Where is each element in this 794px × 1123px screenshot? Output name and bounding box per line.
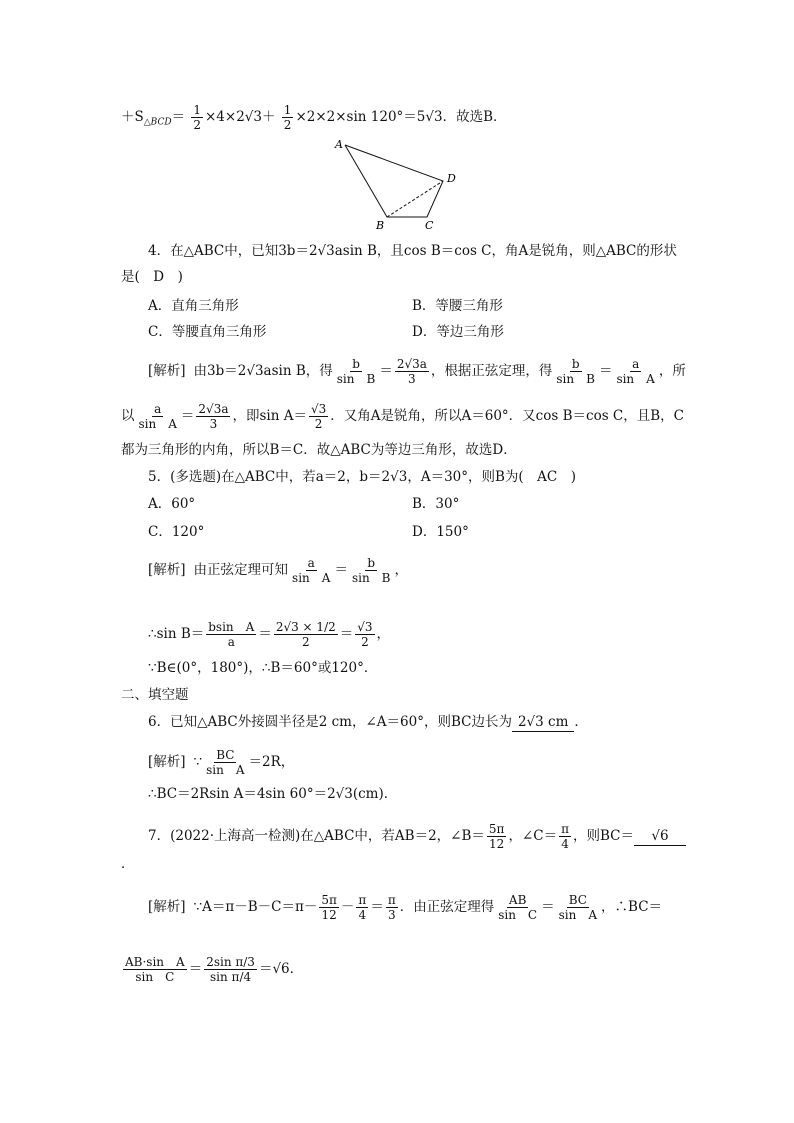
solution-tag: [解析] [148,562,186,578]
fraction: $\frac{1}{2}$ [193,103,201,132]
section-heading: 二、填空题 [121,687,189,703]
q7-answer-blank: √6 [634,827,686,846]
q4-option-c: C．等腰直角三角形 [148,324,267,340]
q6-stem: 6．已知△ABC外接圆半径是2 cm，∠A＝60°，则BC边长为 2√3 cm ． [148,714,588,730]
quadrilateral-edges [345,145,443,217]
vertex-label-b: B [376,219,385,232]
q6-solution-line1: [解析] ∵ $\frac{BC}{\text{sin A}}$ ＝2R， [148,748,295,777]
q5-option-a: A．60° [148,496,196,512]
solution-tag: [解析] [148,363,186,379]
q5-solution-line2: ∴sin B＝ $\frac{\text{bsin A}}{a}$ ＝ $\frac{2√3 \times 1/2}{2}$ ＝ $\frac{√3}{2}$ ， [148,620,391,649]
q5-solution-line1: [解析] 由正弦定理可知 $\frac{a}{\text{sin A}}$ ＝ $\frac{b}{\text{sin B}}$ ， [148,556,408,585]
q4-stem-line2: 是( D ) [121,269,183,285]
solution-tag: [解析] [148,899,186,915]
text: ＝ [171,109,186,125]
q4-solution-line1: [解析] 由3b＝2√3asin B，得 $\frac{b}{\text{sin B}}$ ＝ $\frac{2√3a}{3}$ ，根据正弦定理，得 $\frac{b}{\text{sin B}}$ ＝ $\frac{a}{\text{sin A}}$ ，所 [148,357,686,386]
vertex-label-c: C [425,219,434,232]
subscript: △BCD [143,117,172,128]
q4-stem-line1: 4．在△ABC中，已知3b＝2√3asin B，且cos B＝cos C，角A是锐角，则△ABC的形状 [148,243,677,259]
vertex-label-d: D [447,172,456,185]
q5-option-d: D．150° [412,524,469,540]
q7-stem: 7．(2022·上海高一检测)在△ABC中，若AB＝2，∠B＝ $\frac{5\pi}{12}$ ，∠C＝ $\frac{\pi}{4}$ ，则BC＝ √6 [148,822,686,851]
q7-stem-end: ． [121,856,135,872]
fraction: $\frac{1}{2}$ [283,103,292,132]
vertex-label-a: A [335,138,343,151]
text: ＋S [121,109,144,125]
q7-solution-line2: $\frac{\text{AB·sin A}}{\text{sin C}}$ ＝ $\frac{\text{2sin π/3}}{\text{sin π/4}}$ ＝√6． [125,955,304,984]
q4-solution-line3: 都为三角形的内角，所以B＝C．故△ABC为等边三角形，故选D． [121,442,517,458]
q6-answer-blank: 2√3 cm [512,713,574,732]
q5-option-c: C．120° [148,524,205,540]
area-formula-line [121,103,507,132]
q7-solution-line1: [解析] ∵A＝π－B－C＝π－ $\frac{5\pi}{12}$ － $\frac{\pi}{4}$ ＝ $\frac{\pi}{3}$ ．由正弦定理得 $\frac{AB}{\text{sin C}}$ ＝ $\frac{BC}{\text{sin A}}$ ，∴BC＝ [148,893,663,922]
q5-option-b: B．30° [412,496,460,512]
q4-option-b: B．等腰三角形 [412,298,503,314]
q4-option-a: A．直角三角形 [148,298,239,314]
q5-solution-line3: ∵B∈(0°，180°)，∴B＝60°或120°． [148,660,378,676]
q4-option-d: D．等边三角形 [412,324,504,340]
q5-stem: 5．(多选题)在△ABC中，若a＝2，b＝2√3，A＝30°，则B为( AC ) [148,469,577,485]
q6-solution-line2: ∴BC＝2Rsin A＝4sin 60°＝2√3(cm)． [148,786,398,802]
quadrilateral-figure [330,135,460,235]
q4-solution-line2: 以 $\frac{a}{\text{sin A}}$ ＝ $\frac{2√3a}{3}$ ，即sin A＝ $\frac{√3}{2}$ ．又角A是锐角，所以A＝60°．又cos B＝cos C，且B，C [121,402,684,431]
solution-tag: [解析] [148,754,186,770]
text: ×4×2√3＋ [205,109,276,125]
text: ×2×2×sin 120°＝5√3．故选B． [295,109,507,125]
